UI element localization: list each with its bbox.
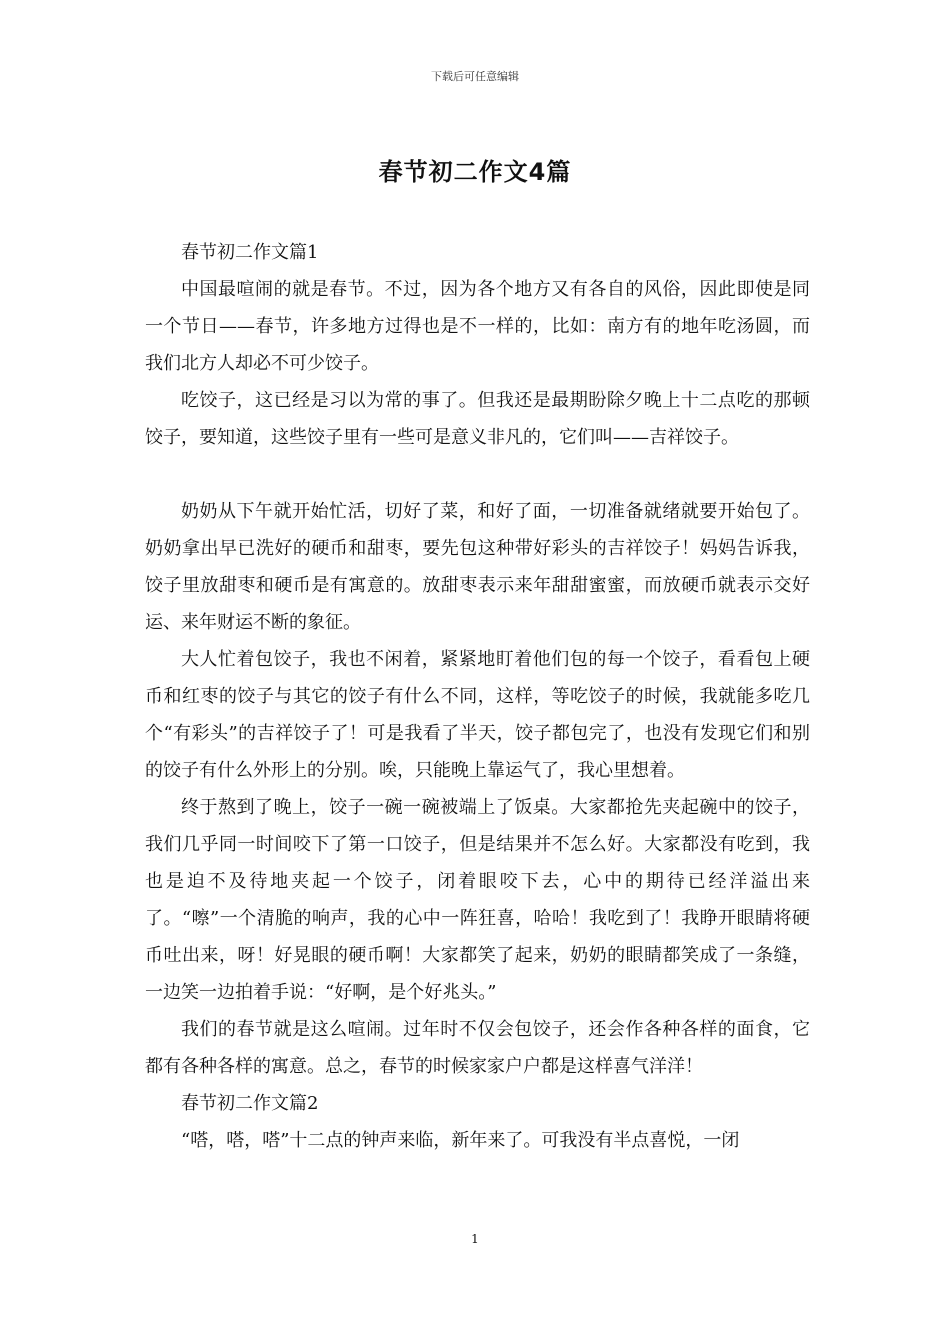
paragraph: 我们的春节就是这么喧闹。过年时不仅会包饺子，还会作各种各样的面食，它都有各种各样的寓意。总之，春节的时候家家户户都是这样喜气洋洋！ (145, 1019, 810, 1077)
page-number: 1 (471, 1232, 479, 1246)
page-header: 下载后可任意编辑 (431, 70, 519, 83)
paragraph: 中国最喧闹的就是春节。不过，因为各个地方又有各自的风俗，因此即使是同一个节日——春节，许多地方过得也是不一样的，比如：南方有的地年吃汤圆，而我们北方人却必不可少饺子。 (145, 279, 810, 374)
blank-line (145, 456, 810, 493)
section-heading: 春节初二作文篇1 (181, 242, 319, 263)
paragraph: 终于熬到了晚上，饺子一碗一碗被端上了饭桌。大家都抢先夹起碗中的饺子，我们几乎同一时间咬下了第一口饺子，但是结果并不怎么好。大家都没有吃到，我也是迫不及待地夹起一个饺子，闭着眼咬下去，心中的期待已经洋溢出来了。“嚓”一个清脆的响声，我的心中一阵狂喜，哈哈！我吃到了！我睁开眼睛将硬币吐出来，呀！好晃眼的硬币啊！大家都笑了起来，奶奶的眼睛都笑成了一条缝，一边笑一边拍着手说：“好啊，是个好兆头。” (145, 797, 810, 1003)
paragraph: 大人忙着包饺子，我也不闲着，紧紧地盯着他们包的每一个饺子，看看包上硬币和红枣的饺子与其它的饺子有什么不同，这样，等吃饺子的时候，我就能多吃几个“有彩头”的吉祥饺子了！可是我看了半天，饺子都包完了，也没有发现它们和别的饺子有什么外形上的分别。唉，只能晚上靠运气了，我心里想着。 (145, 649, 810, 781)
document-title: 春节初二作文4篇 (378, 158, 572, 186)
section-heading: 春节初二作文篇2 (181, 1093, 319, 1114)
paragraph: “嗒，嗒，嗒”十二点的钟声来临，新年来了。可我没有半点喜悦，一闭 (181, 1130, 740, 1151)
document-body (145, 234, 810, 1159)
paragraph: 吃饺子，这已经是习以为常的事了。但我还是最期盼除夕晚上十二点吃的那顿饺子，要知道，这些饺子里有一些可是意义非凡的，它们叫——吉祥饺子。 (145, 390, 810, 448)
paragraph: 奶奶从下午就开始忙活，切好了菜，和好了面，一切准备就绪就要开始包了。奶奶拿出早已洗好的硬币和甜枣，要先包这种带好彩头的吉祥饺子！妈妈告诉我，饺子里放甜枣和硬币是有寓意的。放甜枣表示来年甜甜蜜蜜，而放硬币就表示交好运、来年财运不断的象征。 (145, 501, 810, 633)
